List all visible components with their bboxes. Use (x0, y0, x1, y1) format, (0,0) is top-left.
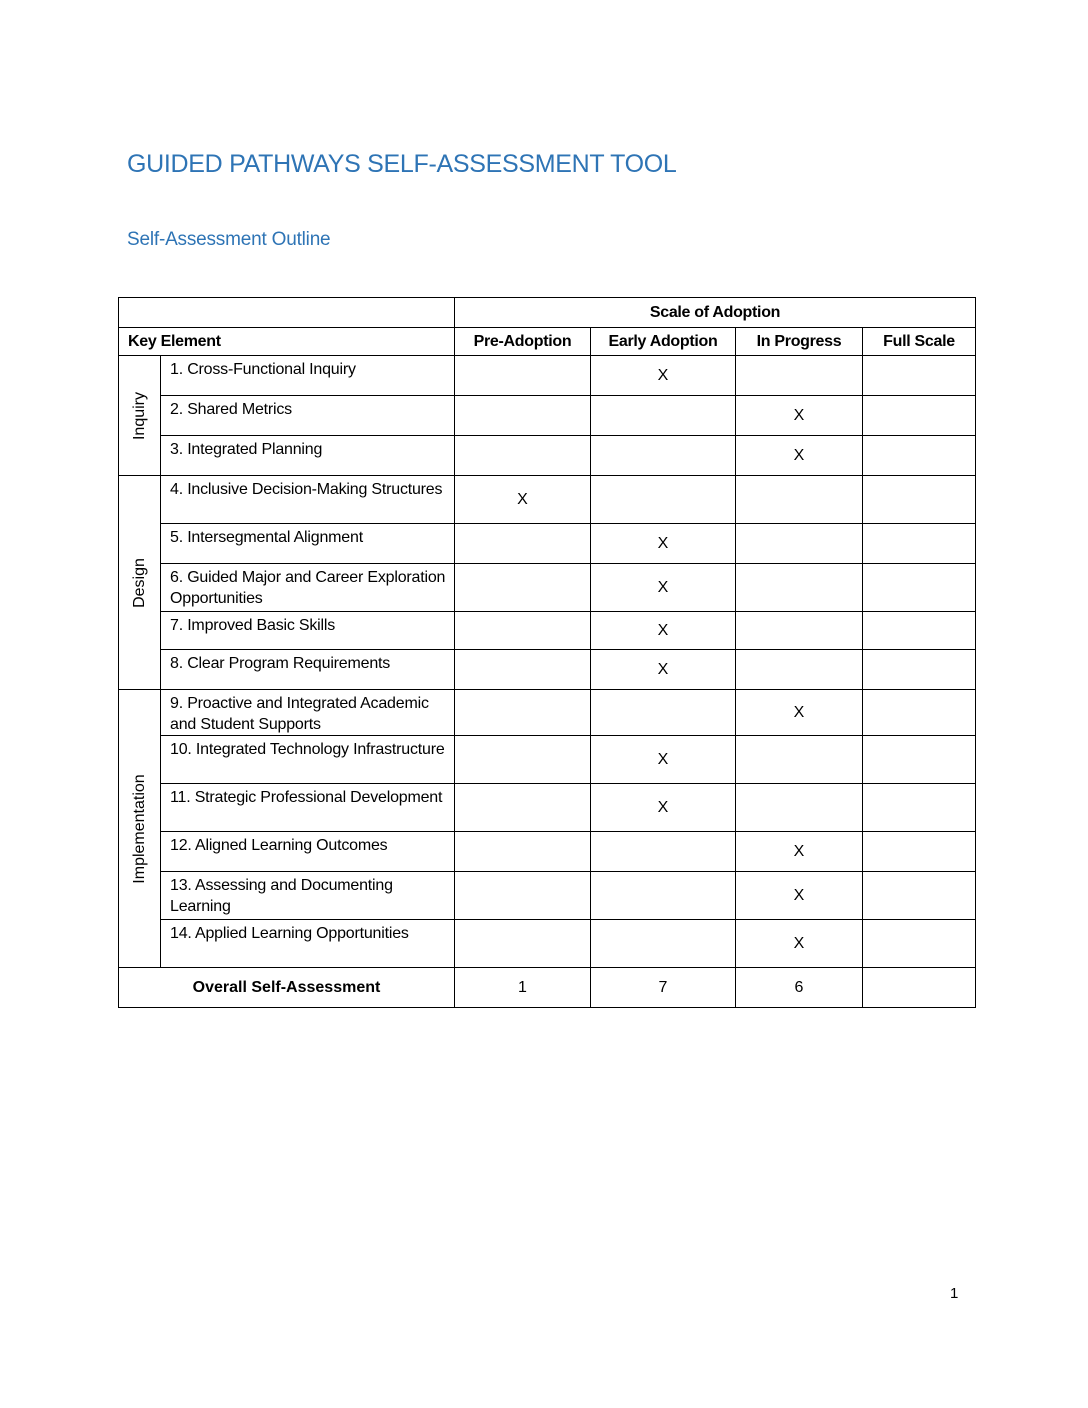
overall-row (119, 968, 976, 1008)
column-header-full-scale: Full Scale (863, 328, 976, 356)
mark-cell-pre-adoption (455, 356, 591, 396)
element-row (119, 920, 976, 968)
page-number: 1 (950, 1285, 959, 1302)
key-element-label: 4. Inclusive Decision-Making Structures (161, 476, 455, 524)
mark-cell-early-adoption: X (591, 736, 736, 784)
mark-cell-in-progress: X (736, 690, 863, 736)
mark-cell-early-adoption: X (591, 784, 736, 832)
key-element-label: 2. Shared Metrics (161, 396, 455, 436)
mark-cell-early-adoption: X (591, 612, 736, 650)
element-row (119, 396, 976, 436)
mark-cell-full-scale (863, 920, 976, 968)
element-row (119, 476, 976, 524)
mark-cell-pre-adoption (455, 436, 591, 476)
key-element-label: 6. Guided Major and Career Exploration Opportunities (161, 564, 455, 612)
key-element-label: 10. Integrated Technology Infrastructure (161, 736, 455, 784)
document-subtitle: Self-Assessment Outline (127, 229, 331, 250)
mark-cell-early-adoption (591, 476, 736, 524)
mark-cell-early-adoption (591, 436, 736, 476)
group-label-implementation: Implementation (130, 773, 148, 884)
mark-cell-in-progress (736, 524, 863, 564)
self-assessment-table (118, 297, 976, 1008)
key-element-label: 1. Cross-Functional Inquiry (161, 356, 455, 396)
key-element-label: 13. Assessing and Documenting Learning (161, 872, 455, 920)
overall-total-pre-adoption: 1 (455, 968, 591, 1008)
group-cell-design (119, 476, 161, 690)
mark-cell-full-scale (863, 564, 976, 612)
element-row (119, 832, 976, 872)
element-row (119, 690, 976, 736)
overall-total-in-progress: 6 (736, 968, 863, 1008)
mark-cell-full-scale (863, 612, 976, 650)
mark-cell-early-adoption: X (591, 524, 736, 564)
mark-cell-in-progress (736, 564, 863, 612)
mark-cell-early-adoption (591, 832, 736, 872)
mark-cell-full-scale (863, 524, 976, 564)
mark-cell-in-progress: X (736, 920, 863, 968)
mark-cell-in-progress (736, 356, 863, 396)
mark-cell-pre-adoption (455, 690, 591, 736)
mark-cell-in-progress: X (736, 436, 863, 476)
mark-cell-full-scale (863, 872, 976, 920)
mark-cell-full-scale (863, 396, 976, 436)
key-element-label: 11. Strategic Professional Development (161, 784, 455, 832)
mark-cell-early-adoption: X (591, 564, 736, 612)
mark-cell-early-adoption (591, 872, 736, 920)
scale-header-row (119, 298, 976, 328)
key-element-label: 12. Aligned Learning Outcomes (161, 832, 455, 872)
mark-cell-pre-adoption (455, 564, 591, 612)
column-header-in-progress: In Progress (736, 328, 863, 356)
key-element-label: 14. Applied Learning Opportunities (161, 920, 455, 968)
mark-cell-in-progress: X (736, 396, 863, 436)
mark-cell-full-scale (863, 356, 976, 396)
column-header-row (119, 328, 976, 356)
mark-cell-full-scale (863, 436, 976, 476)
mark-cell-pre-adoption (455, 396, 591, 436)
mark-cell-full-scale (863, 832, 976, 872)
mark-cell-pre-adoption (455, 736, 591, 784)
key-element-label: 5. Intersegmental Alignment (161, 524, 455, 564)
group-label-design: Design (130, 557, 148, 608)
group-cell-implementation (119, 690, 161, 968)
mark-cell-early-adoption (591, 396, 736, 436)
scale-of-adoption-header: Scale of Adoption (455, 298, 976, 328)
mark-cell-in-progress: X (736, 832, 863, 872)
mark-cell-pre-adoption (455, 784, 591, 832)
mark-cell-pre-adoption (455, 920, 591, 968)
mark-cell-full-scale (863, 690, 976, 736)
key-element-label: 8. Clear Program Requirements (161, 650, 455, 690)
element-row (119, 524, 976, 564)
element-row (119, 736, 976, 784)
overall-total-full-scale (863, 968, 976, 1008)
mark-cell-pre-adoption (455, 612, 591, 650)
mark-cell-full-scale (863, 784, 976, 832)
overall-total-early-adoption: 7 (591, 968, 736, 1008)
element-row (119, 784, 976, 832)
element-row (119, 356, 976, 396)
group-label-inquiry: Inquiry (130, 391, 148, 440)
mark-cell-full-scale (863, 650, 976, 690)
column-header-early-adoption: Early Adoption (591, 328, 736, 356)
mark-cell-in-progress (736, 784, 863, 832)
mark-cell-early-adoption (591, 920, 736, 968)
column-header-pre-adoption: Pre-Adoption (455, 328, 591, 356)
mark-cell-pre-adoption (455, 832, 591, 872)
mark-cell-pre-adoption (455, 524, 591, 564)
element-row (119, 872, 976, 920)
document-title: GUIDED PATHWAYS SELF-ASSESSMENT TOOL (127, 150, 677, 178)
mark-cell-pre-adoption (455, 872, 591, 920)
mark-cell-early-adoption: X (591, 650, 736, 690)
mark-cell-in-progress (736, 612, 863, 650)
mark-cell-in-progress (736, 736, 863, 784)
mark-cell-early-adoption (591, 690, 736, 736)
mark-cell-pre-adoption (455, 650, 591, 690)
mark-cell-in-progress (736, 650, 863, 690)
element-row (119, 436, 976, 476)
mark-cell-full-scale (863, 476, 976, 524)
mark-cell-in-progress: X (736, 872, 863, 920)
mark-cell-full-scale (863, 736, 976, 784)
key-element-label: 7. Improved Basic Skills (161, 612, 455, 650)
key-element-label: 9. Proactive and Integrated Academic and Student Supports (161, 690, 455, 736)
element-row (119, 650, 976, 690)
group-cell-inquiry (119, 356, 161, 476)
element-row (119, 564, 976, 612)
mark-cell-in-progress (736, 476, 863, 524)
element-row (119, 612, 976, 650)
mark-cell-early-adoption: X (591, 356, 736, 396)
key-element-label: 3. Integrated Planning (161, 436, 455, 476)
overall-label: Overall Self-Assessment (119, 968, 455, 1008)
key-element-header: Key Element (119, 328, 455, 356)
blank-header-cell (119, 298, 455, 328)
mark-cell-pre-adoption: X (455, 476, 591, 524)
